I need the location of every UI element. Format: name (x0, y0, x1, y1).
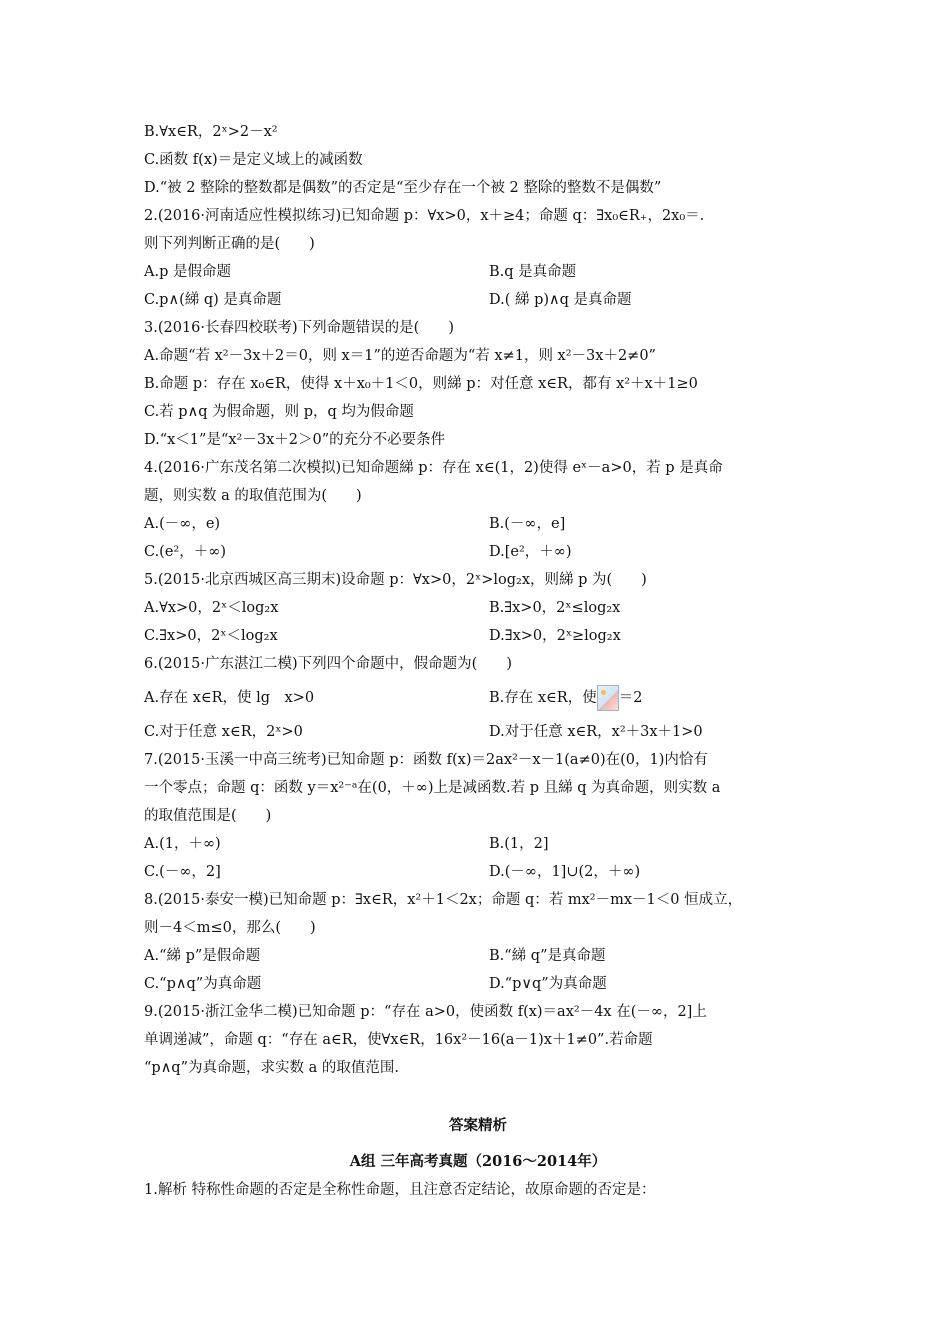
question-4-stem-1: 4.(2016·广东茂名第二次模拟)已知命题綈 p：存在 x∈(1，2)使得 eˣ－a>0，若 p 是真命 (144, 460, 723, 476)
option-3b: B.命题 p：存在 x₀∈R，使得 x＋x₀＋1＜0，则綈 p：对任意 x∈R，都有 x²＋x＋1≥0 (144, 376, 698, 392)
question-7-stem-2: 一个零点；命题 q：函数 y＝x²⁻ᵃ在(0，＋∞)上是减函数.若 p 且綈 q 为真命题，则实数 a (144, 780, 721, 796)
question-7-stem-3: 的取值范围是( ) (144, 808, 272, 824)
option-6b-text-1: B.存在 x∈R，使 (489, 690, 597, 706)
question-7-options-ab (144, 830, 812, 858)
option-7a: A.(1，＋∞) (144, 836, 221, 852)
question-9-stem-1: 9.(2015·浙江金华二模)已知命题 p：“存在 a>0，使函数 f(x)＝ax²－4x 在(－∞，2]上 (144, 1004, 707, 1020)
option-1d: D.“被 2 整除的整数都是偶数”的否定是“至少存在一个被 2 整除的整数不是偶数” (144, 180, 662, 196)
option-2a: A.p 是假命题 (144, 264, 231, 280)
option-1b: B.∀x∈R，2ˣ>2－x² (144, 124, 278, 140)
broken-image-icon (597, 685, 619, 711)
question-9-stem-2: 单调递减”，命题 q：“存在 a∈R，使∀x∈R，16x²－16(a－1)x＋1≠0”.若命题 (144, 1032, 653, 1048)
question-4-options-ab (144, 510, 812, 538)
option-5c: C.∃x>0，2ˣ＜log₂x (144, 628, 278, 644)
option-2b: B.q 是真命题 (489, 264, 577, 280)
question-2-stem-2: 则下列判断正确的是( ) (144, 236, 315, 252)
option-6d: D.对于任意 x∈R，x²＋3x＋1>0 (489, 724, 703, 740)
question-6-options-cd (144, 718, 812, 746)
option-4a: A.(－∞，e) (144, 516, 221, 532)
document-page (144, 118, 812, 1204)
question-7-stem-1: 7.(2015·玉溪一中高三统考)已知命题 p：函数 f(x)＝2ax²－x－1(a≠0)在(0，1)内恰有 (144, 752, 708, 768)
answer-1-text: 1.解析 特称性命题的否定是全称性命题，且注意否定结论，故原命题的否定是： (144, 1182, 656, 1198)
section-spacer (144, 1082, 812, 1112)
option-7b: B.(1，2] (489, 836, 549, 852)
question-7-options-cd (144, 858, 812, 886)
question-4-options-cd (144, 538, 812, 566)
question-2-stem-1: 2.(2016·河南适应性模拟练习)已知命题 p：∀x>0，x＋≥4；命题 q：∃x₀∈R₊，2x₀＝. (144, 208, 705, 224)
option-2d: D.( 綈 p)∧q 是真命题 (489, 292, 632, 308)
question-2-options-cd (144, 286, 812, 314)
option-8c: C.“p∧q”为真命题 (144, 976, 262, 992)
question-6-options-ab (144, 678, 812, 718)
question-8-stem-1: 8.(2015·泰安一模)已知命题 p：∃x∈R，x²＋1＜2x；命题 q：若 mx²－mx－1＜0 恒成立， (144, 892, 743, 908)
option-5a: A.∀x>0，2ˣ＜log₂x (144, 600, 279, 616)
question-8-options-ab (144, 942, 812, 970)
option-7d: D.(－∞，1]∪(2，＋∞) (489, 864, 641, 880)
question-5-options-cd (144, 622, 812, 650)
question-8-options-cd (144, 970, 812, 998)
option-6a: A.存在 x∈R，使 lg x>0 (144, 690, 315, 706)
option-1c: C.函数 f(x)＝是定义域上的减函数 (144, 152, 363, 168)
question-2-options-ab (144, 258, 812, 286)
option-4d: D.[e²，＋∞) (489, 544, 572, 560)
option-3d: D.“x＜1”是“x²－3x＋2＞0”的充分不必要条件 (144, 432, 446, 448)
option-6b (489, 678, 812, 718)
question-9-stem-3: “p∧q”为真命题，求实数 a 的取值范围. (144, 1060, 399, 1076)
option-5d: D.∃x>0，2ˣ≥log₂x (489, 628, 621, 644)
question-6-stem: 6.(2015·广东湛江二模)下列四个命题中，假命题为( ) (144, 656, 512, 672)
question-4-stem-2: 题，则实数 a 的取值范围为( ) (144, 488, 362, 504)
option-6b-text-2: ＝2 (618, 690, 643, 706)
question-5-options-ab (144, 594, 812, 622)
option-7c: C.(－∞，2] (144, 864, 221, 880)
option-5b: B.∃x>0，2ˣ≤log₂x (489, 600, 621, 616)
option-4b: B.(－∞，e] (489, 516, 566, 532)
option-3c: C.若 p∧q 为假命题，则 p，q 均为假命题 (144, 404, 414, 420)
question-3-stem: 3.(2016·长春四校联考)下列命题错误的是( ) (144, 320, 454, 336)
option-8a: A.“綈 p”是假命题 (144, 948, 261, 964)
group-a-heading: A组 三年高考真题（2016～2014年） (349, 1153, 607, 1170)
section-spacer-2 (144, 1140, 812, 1148)
answer-heading: 答案精析 (449, 1117, 507, 1134)
option-8d: D.“p∨q”为真命题 (489, 976, 607, 992)
option-6c: C.对于任意 x∈R，2ˣ>0 (144, 724, 303, 740)
option-2c: C.p∧(綈 q) 是真命题 (144, 292, 282, 308)
option-8b: B.“綈 q”是真命题 (489, 948, 606, 964)
option-3a: A.命题“若 x²－3x＋2＝0，则 x＝1”的逆否命题为“若 x≠1，则 x²－3x＋2≠0” (144, 348, 656, 364)
question-5-stem: 5.(2015·北京西城区高三期末)设命题 p：∀x>0，2ˣ>log₂x，则綈 p 为( ) (144, 572, 647, 588)
question-8-stem-2: 则－4＜m≤0，那么( ) (144, 920, 316, 936)
option-4c: C.(e²，＋∞) (144, 544, 226, 560)
